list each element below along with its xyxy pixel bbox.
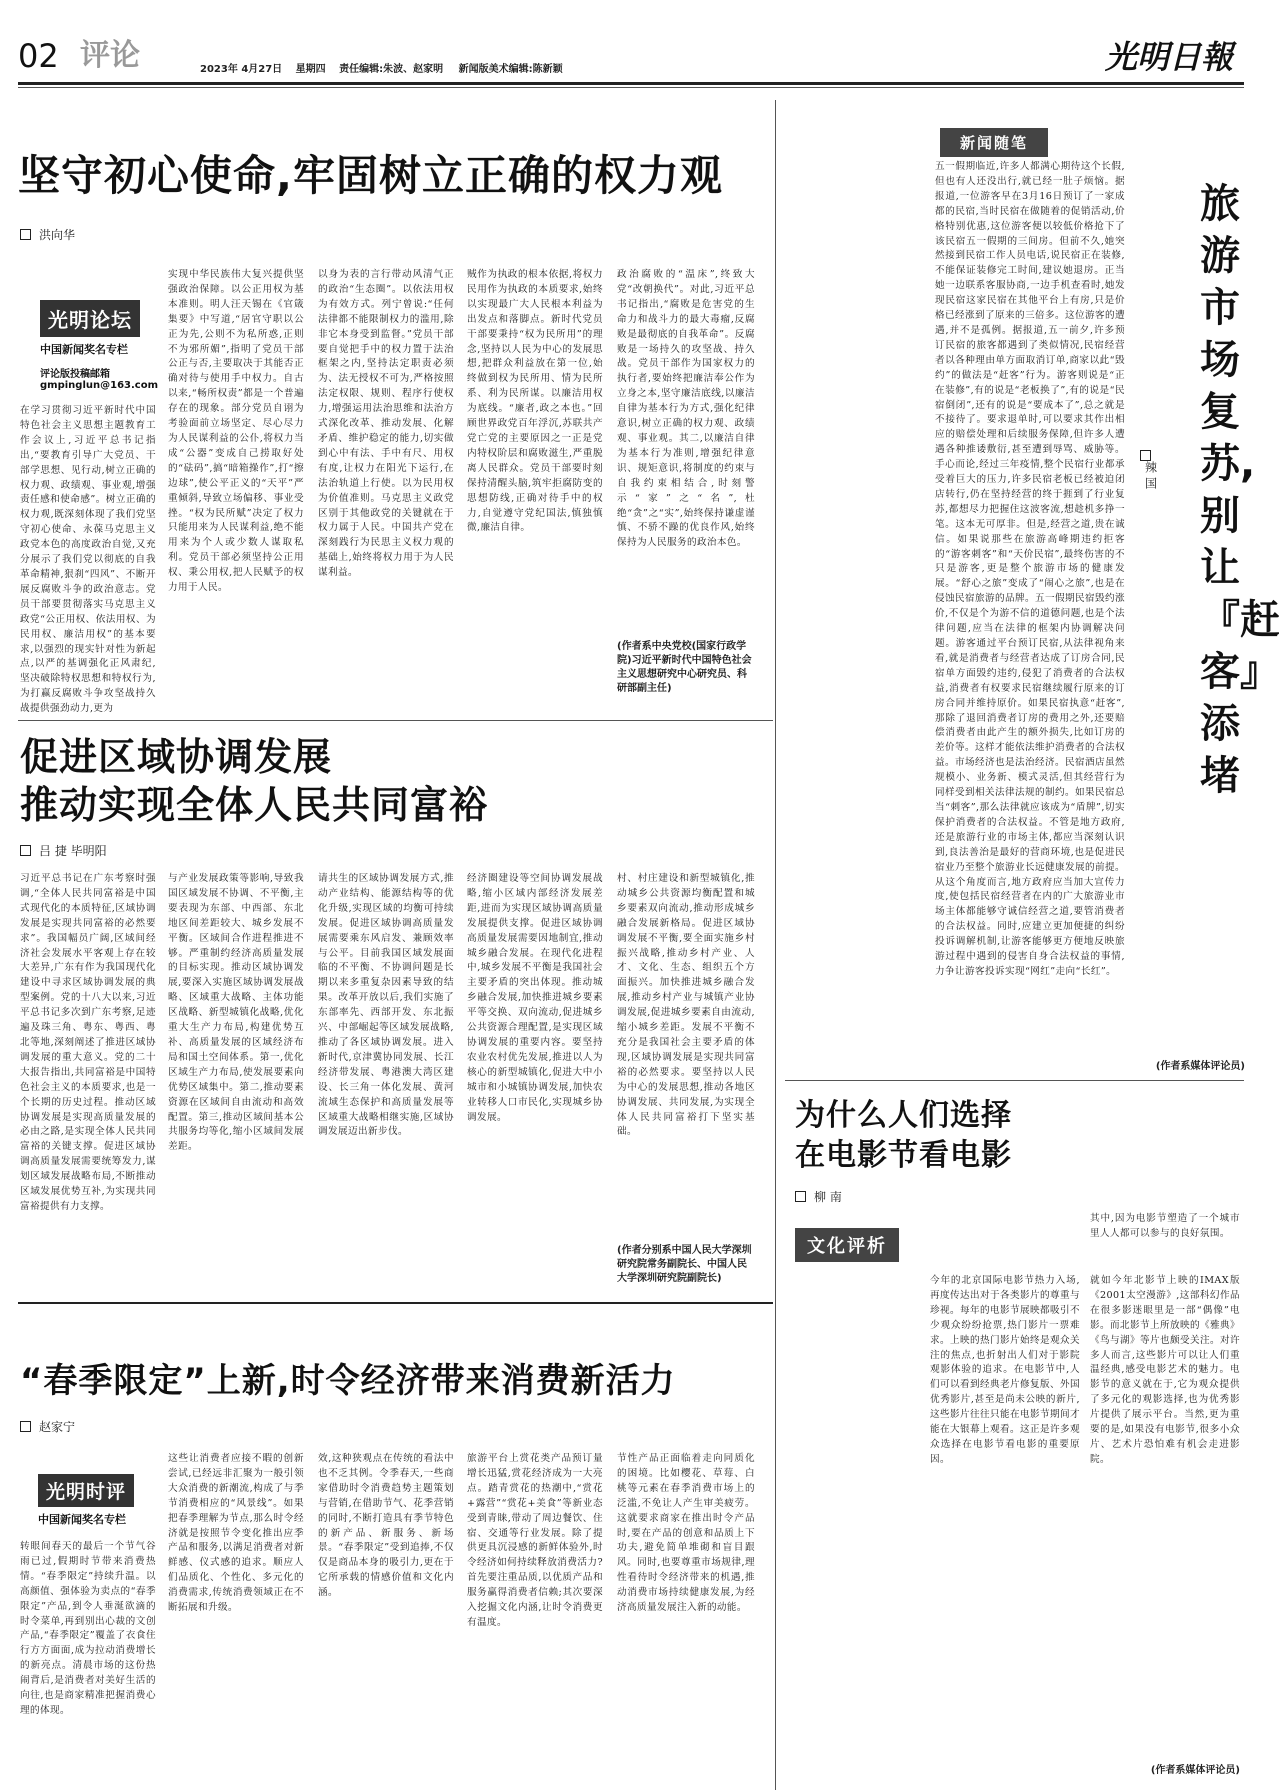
article4-author-note: (作者系媒体评论员) (1150, 1765, 1240, 1776)
article3-col5: 节性产品正面临着走向同质化的困境。比如樱花、草莓、白桃等元素在春季消费市场上的泛滥,不免让人产生审美疲劳。这就要求商家在推出时令产品时,要在产品的创意和品质上下功夫,避免简单堆砌和盲目跟风。同时,也要尊重市场规律,理性看待时令经济带来的机遇,推动消费市场持续健康发展,为经济高质量发展注入新的动能。 (617, 1453, 755, 1614)
forum-logo-sub: 中国新闻奖名专栏 (40, 343, 128, 356)
article4-title-line2: 在电影节看电影 (795, 1138, 1012, 1173)
article2-title-line2: 推动实现全体人民共同富裕 (20, 783, 489, 827)
news-essay-title: 旅游市场复苏,别让『赶客』添堵 (1200, 181, 1280, 799)
commentary-logo-sub: 中国新闻奖名专栏 (38, 1513, 126, 1526)
art-editor: 新闻版美术编辑:陈新颖 (458, 64, 563, 75)
article1-col4: 贼作为执政的根本依据,将权力民用作为执政的本质要求,始终以实现最广大人民根本利益为出发点和落脚点。新时代党员干部要秉持“权为民所用”的理念,坚持以人民为中心的发展思想,把群众利益放在第一位,始终做到权为民所用、情为民所系、利为民所谋。以廉洁用权为底线。“廉者,政之本也。”回顾世界政党百年浮沉,苏联共产党亡党的主要原因之一正是党内特权阶层和腐败滋生,严重脱离人民群众。党员干部要时刻保持清醒头脑,筑牢拒腐防变的思想防线,正确对待手中的权力,自觉遵守党纪国法,慎独慎微,廉洁自律。 (467, 269, 603, 534)
article2-author-note: (作者分别系中国人民大学深圳研究院常务副院长、中国人民大学深圳研究院副院长) (617, 1245, 752, 1284)
page-number: 02 (18, 37, 59, 75)
article2-col4: 经济圈建设等空间协调发展战略,缩小区域内部经济发展差距,进而为实现区域协调高质量发展提供支撑。促进区域协调高质量发展需要因地制宜,推动城乡融合发展。在现代化进程中,城乡发展不平衡是我国社会主要矛盾的突出体现。推动城乡融合发展,加快推进城乡要素平等交换、双向流动,促进城乡公共资源合理配置,是实现区域协调发展的重要内容。要坚持农业农村优先发展,推进以人为核心的新型城镇化,促进大中小城市和小城镇协调发展,加快农业转移人口市民化,实现城乡协调发展。 (467, 873, 603, 1123)
article1-title: 坚守初心使命,牢固树立正确的权力观 (18, 151, 723, 200)
article1-col2: 实现中华民族伟大复兴提供坚强政治保障。以公正用权为基本准则。明人汪天锡在《官箴集要》中写道,“居官守职以公正为先,公则不为私所惑,正则不为邪所媚”,指明了党员干部公正与否,主要取决于其能否正确对待与使用手中权力。自古以来,“畅所权责”都是一个普遍存在的现象。部分党员自诩为考验面前立场坚定、尽心尽力为人民谋利益的公仆,将权力当成“公器”变成自己捞取好处的“砝码”,搞“暗箱操作”,打“擦边球”,使公平正义的“天平”严重倾斜,导致立场偏移、事业受挫。“权为民所赋”决定了权力只能用来为人民谋利益,绝不能用来为个人或少数人谋取私利。党员干部必须坚持公正用权、秉公用权,把人民赋予的权力用于人民。 (168, 269, 304, 594)
divider-right (785, 1080, 1244, 1081)
byline-box (20, 229, 31, 240)
forum-mail: gmpinglun@163.com (40, 380, 158, 391)
article1-author-note: (作者系中央党校(国家行政学院)习近平新时代中国特色社会主义思想研究中心研究员、科研部副主任) (617, 641, 752, 694)
article4-byline (795, 1188, 842, 1205)
news-essay-text: 五一假期临近,许多人都满心期待这个长假,但也有人还没出行,就已经一肚子烦恼。据报道,一位游客早在3月16日预订了一家成都的民宿,当时民宿在做随着的促销活动,价格特别优惠,这位游客便以较低价格抢下了该民宿五一假期的三间房。但前不久,她突然接到民宿工作人员电话,说民宿正在装修,不能保证装修完工时间,建议她退房。正当她一边联系客服协商,一边手机查看时,她发现民宿这家民宿在其他平台上有房,只是价格已经涨到了原来的三倍多。这位游客的遭遇,并不是孤例。据报道,五一前夕,许多预订民宿的旅客都遇到了类似情况,民宿经营者以各种理由单方面取消订单,商家以此“毁约”的做法是“赶客”行为。游客则说是“正在装修”,有的说是“老板换了”,有的说是“民宿倒闭”,还有的说是“要成本了”,总之就是不接待了。要求退单时,可以要求其作出相应的赔偿处理和后续服务保障,但许多人遭遇各种推诿敷衍,甚至遭到辱骂、威胁等。手心而论,经过三年疫情,整个民宿行业都承受着巨大的压力,许多民宿老板已经被迫闭店转行,仍在坚持经营的终于捱到了行业复苏,都想尽力把握住这波客流,想趁机多挣一笔。这本无可厚非。但是,经营之道,贵在诚信。如果说那些在旅游高峰期违约拒客的“游客刺客”和“天价民宿”,最终伤害的不只是游客,更是整个旅游市场的健康发展。“舒心之旅”变成了“闹心之旅”,也是在侵蚀民宿旅游的品牌。五一假期民宿毁约涨价,不仅是个为游不信的道德问题,也是个法律问题,应当在法律的框架内协调解决问题。游客通过平台预订民宿,从法律视角来看,就是消费者与经营者达成了订房合同,民宿单方面毁约违约,侵犯了消费者的合法权益,消费者有权要求民宿继续履行原来的订房合同并维持原价。如果民宿执意“赶客”,那除了退回消费者订房的费用之外,还要赔偿消费者由此产生的额外损失,比如订房的差价等。这样才能依法维护消费者的合法权益。市场经济也是法治经济。民宿酒店虽然规模小、业务新、模式灵活,但其经营行为同样受到相关法律法规的制约。如果民宿总当“刺客”,那么法律就应该成为“盾牌”,切实保护消费者的合法权益。不管是地方政府,还是旅游行业的市场主体,都应当深刻认识到,良法善治是最好的营商环境,也是促进民宿业乃至整个旅游业长远健康发展的前提。从这个角度而言,地方政府应当加大宣传力度,使包括民宿经营者在内的广大旅游业市场主体都能够守诚信经营之道,要管消费者的合法权益。同时,应建立更加便捷的纠纷投诉调解机制,让游客能够更方便地反映旅游过程中遇到的侵害自身合法权益的事情,力争让游客投诉实现“网红”走向“长红”。 (935, 161, 1125, 977)
culture-review-logo-text: 文化评析 (795, 1228, 899, 1262)
article3-col4: 旅游平台上赏花类产品预订量增长迅猛,赏花经济成为一大亮点。踏青赏花的热潮中,“赏花+露营”“赏花+美食”等新业态受到青睐,带动了周边餐饮、住宿、交通等行业发展。除了提供更具沉浸感的新鲜体验外,时令经济如何持续释放消费活力?首先要注重品质,以优质产品和服务赢得消费者信赖;其次要深入挖掘文化内涵,让时令消费更有温度。 (467, 1453, 603, 1628)
article2-col2: 与产业发展政策等影响,导致我国区域发展不协调、不平衡,主要表现为东部、中西部、东北地区间差距较大、城乡发展不平衡。区域间合作进程推进不够。严重制约经济高质量发展的目标实现。推动区域协调发展,要深入实施区域协调发展战略、区域重大战略、主体功能区战略、新型城镇化战略,优化重大生产力布局,构建优势互补、高质量发展的区域经济布局和国土空间体系。第一,优化区域生产力布局,使发展要素向优势区域集中。第二,推动要素资源在区域间自由流动和高效配置。第三,推动区域间基本公共服务均等化,缩小区域间发展差距。 (168, 873, 304, 1153)
weekday: 星期四 (295, 64, 326, 75)
divider-a1 (18, 720, 773, 721)
article1-author: 洪向华 (39, 228, 76, 242)
article3-col3: 效,这种狭观点在传统的看法中也不乏其例。令季春天,一些商家借助时令消费趋势主题策划与营销,在借助节气、花季营销的同时,不断打造具有季节特色的新产品、新服务、新场景。“春季限定”受到追捧,不仅仅是商品本身的吸引力,更在于它所承载的情感价值和文化内涵。 (318, 1453, 454, 1599)
vertical-divider (775, 100, 776, 1790)
news-essay-author: 辣 国 (1143, 461, 1158, 489)
article4-col1: 今年的北京国际电影节热力入场,再度传达出对于各类影片的尊重与珍视。每年的电影节展映都吸引不少观众纷纷抢票,热门影片一票难求。上映的热门影片始终是观众关注的焦点,也折射出人们对于影院观影体验的追求。在电影节中,人们可以看到经典老片修复版、外国优秀影片,甚至是尚未公映的新片,这些影片往往只能在电影节期间才能在大银幕上观看。这正是许多观众选择在电影节看电影的重要原因。 (930, 1275, 1080, 1465)
forum-mail-label: 评论版投稿邮箱 (40, 369, 110, 380)
editors: 责任编辑:朱波、赵家明 (339, 64, 444, 75)
issue-date (200, 60, 563, 75)
article4-title-line1: 为什么人们选择 (795, 1098, 1012, 1133)
article2-col3: 请共生的区域协调发展方式,推动产业结构、能源结构等的优化升级,实现区域的均衡可持续发展。促进区域协调高质量发展需要乘东风启发、兼顾效率与公平。目前我国区域发展面临的不平衡、不协调问题是长期以来多重复杂因素导致的结果。改革开放以后,我们实施了东部率先、西部开发、东北振兴、中部崛起等区域发展战略,推动了各区域协调发展。进入新时代,京津冀协同发展、长江经济带发展、粤港澳大湾区建设、长三角一体化发展、黄河流域生态保护和高质量发展等区域重大战略相继实施,区域协调发展迈出新步伐。 (318, 873, 454, 1138)
byline-box (795, 1191, 806, 1202)
article1-col5: 政治腐败的“温床”,终致大党“改朝换代”。对此,习近平总书记指出,“腐败是危害党的生命力和战斗力的最大毒瘤,反腐败是最彻底的自我革命”。反腐败是一场持久的攻坚战、持久战。党员干部作为国家权力的执行者,要始终把廉洁奉公作为立身之本,坚守廉洁底线,以廉洁自律为基本行为方式,强化纪律意识,树立正确的权力观、政绩观、事业观。其二,以廉洁自律为基本行为准则,增强纪律意识、规矩意识,将制度的约束与自我约束相结合,时刻警示“家”之“名”,杜绝“贪”之“实”,始终保持谦虚谨慎、不骄不躁的优良作风,始终保持为人民服务的政治本色。 (617, 269, 755, 549)
news-essay-logo-text: 新闻随笔 (940, 128, 1048, 157)
article3-col2: 这些让消费者应接不暇的创新尝试,已经远非汇聚为一般引领大众消费的新潮流,构成了与季节消费相应的“风景线”。如果把春季理解为节点,那么时令经济就是按照节令变化推出应季产品和服务,以满足消费者对新鲜感、仪式感的追求。顺应人们品质化、个性化、多元化的消费需求,传统消费领域正在不断拓展和升级。 (168, 1453, 304, 1614)
article3-author: 赵家宁 (39, 1420, 76, 1434)
article2-col1: 习近平总书记在广东考察时强调,“全体人民共同富裕是中国式现代化的本质特征,区域协调发展是实现共同富裕的必然要求”。我国幅员广阔,区域间经济社会发展水平客观上存在较大差异,广东有作为我国现代化建设中寻求区域协调发展的典型案例。党的十八大以来,习近平总书记多次到广东考察,足迹遍及珠三角、粤东、粤西、粤北等地,深刻阐述了推进区域协调发展的重大意义。党的二十大报告指出,共同富裕是中国特色社会主义的本质要求,也是一个长期的历史过程。推动区域协调发展是实现高质量发展的必由之路,是实现全体人民共同富裕的关键支撑。促进区域协调高质量发展需要统筹发力,谋划区域发展战略布局,不断推动区域发展优势互补,为实现共同富裕提供有力支撑。 (20, 873, 156, 1212)
article2-author: 吕 捷 毕明阳 (39, 844, 107, 858)
article4-author: 柳 南 (814, 1190, 842, 1204)
article2-byline (20, 842, 107, 859)
article3-col1: 转眼间春天的最后一个节气谷雨已过,假期时节带来消费热情。“春季限定”持续升温。以高颜值、强体验为卖点的“春季限定”产品,到令人垂涎欲滴的时令菜单,再到别出心裁的文创产品,“春季限定”覆盖了衣食住行方方面面,成为拉动消费增长的新亮点。清晨市场的这份热闹背后,是消费者对美好生活的向往,也是商家精准把握消费心理的体现。 (20, 1541, 156, 1716)
article3-byline (20, 1418, 75, 1435)
date: 2023年 4月27日 (200, 64, 283, 75)
byline-box (1140, 450, 1151, 461)
newspaper-logo: 光明日報 (1105, 38, 1234, 76)
article3-title: “春季限定”上新,时令经济带来消费新活力 (20, 1361, 676, 1401)
news-essay-author-note: (作者系媒体评论员) (1155, 1061, 1245, 1072)
commentary-logo-name: 光明时评 (38, 1474, 134, 1507)
masthead-rule (18, 82, 1244, 85)
news-essay-text-cont (790, 776, 1240, 1046)
culture-review-logo (795, 1228, 899, 1262)
divider-a2 (18, 1302, 773, 1304)
article4-lead: 其中,因为电影节塑造了一个城市里人人都可以参与的良好氛围。 (1090, 1213, 1240, 1239)
masthead-rule-thin (18, 87, 1244, 88)
article2-col5: 村、村庄建设和新型城镇化,推动城乡公共资源均衡配置和城乡要素双向流动,推动形成城乡融合发展新格局。促进区域协调发展不平衡,要全面实施乡村振兴战略,推动乡村产业、人才、文化、生态、组织五个方面振兴。加快推进城乡融合发展,推动乡村产业与城镇产业协调发展,促进城乡要素自由流动,缩小城乡差距。发展不平衡不充分是我国社会主要矛盾的体现,区域协调发展是实现共同富裕的必然要求。要坚持以人民为中心的发展思想,推动各地区协调发展、共同发展,为实现全体人民共同富裕打下坚实基础。 (617, 873, 755, 1138)
section-name: 评论 (80, 38, 140, 73)
news-essay-logo (940, 128, 1048, 157)
byline-box (20, 845, 31, 856)
article1-col3: 以身为表的言行带动风清气正的政治“生态圈”。以依法用权为有效方式。列宁曾说:“任何法律都不能限制权力的滥用,除非它本身受到监督。”党员干部要自觉把手中的权力置于法治框架之内,坚持法定职责必须为、法无授权不可为,严格按照法定权限、规则、程序行使权力,增强运用法治思维和法治方式深化改革、推动发展、化解矛盾、维护稳定的能力,切实做到心中有法、手中有尺、用权有度,让权力在阳光下运行,在法治轨道上行使。以为民用权为价值准则。马克思主义政党区别于其他政党的关键就在于权力属于人民。中国共产党在深刻践行为民思主义权力观的基础上,始终将权力用于为人民谋利益。 (318, 269, 454, 579)
forum-logo (40, 300, 170, 391)
article1-byline (20, 226, 75, 243)
forum-logo-name: 光明论坛 (40, 300, 140, 337)
article2-title-line1: 促进区域协调发展 (20, 735, 333, 779)
article4-col2: 就如今年北影节上映的IMAX版《2001太空漫游》,这部科幻作品在很多影迷眼里是一部“偶像”电影。而北影节上所放映的《雅典》《鸟与湖》等片也颇受关注。对许多人而言,这些影片可以让人们重温经典,感受电影艺术的魅力。电影节的意义就在于,它为观众提供了多元化的观影选择,也为优秀影片提供了展示平台。当然,更为重要的是,如果没有电影节,很多小众片、艺术片恐怕难有机会走进影院。 (1090, 1275, 1240, 1465)
news-essay-byline (1140, 450, 1160, 489)
article1-col1: 在学习贯彻习近平新时代中国特色社会主义思想主题教育工作会议上,习近平总书记指出,“要教育引导广大党员、干部学思想、见行动,树立正确的权力观、政绩观、事业观,增强责任感和使命感”。树立正确的权力观,既深刻体现了我们党坚守初心使命、永葆马克思主义政党本色的高度政治自觉,又充分展示了我们党以彻底的自我革命精神,狠刹“四风”、不断开展反腐败斗争的政治意志。党员干部要贯彻落实马克思主义政党“公正用权、依法用权、为民用权、廉洁用权”的基本要求,以强烈的现实针对性为新起点,以严的基调强化正风肃纪,坚决破除特权思想和特权行为,为打赢反腐败斗争攻坚战持久战提供强劲动力,更为 (20, 405, 156, 715)
byline-box (20, 1421, 31, 1432)
commentary-logo (38, 1474, 168, 1527)
